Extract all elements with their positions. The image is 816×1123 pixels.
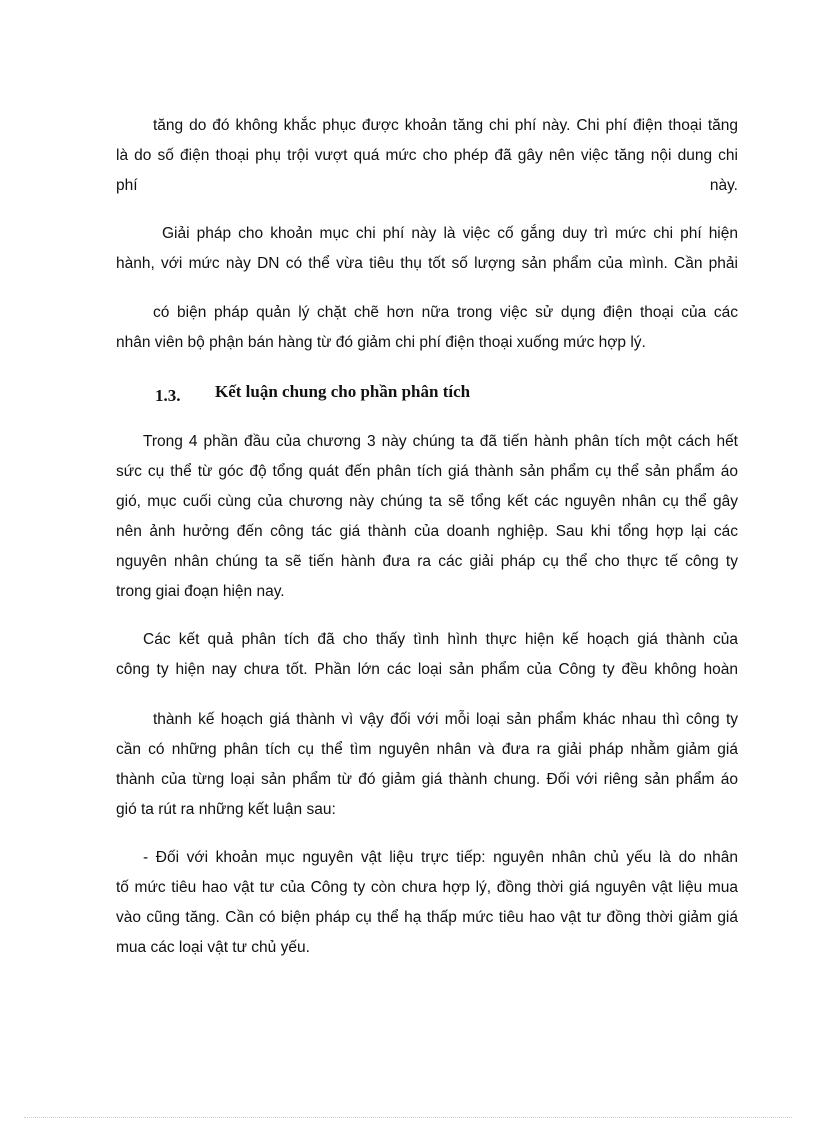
page-bottom-divider [24,1117,792,1118]
section-number: 1.3. [155,386,181,405]
text-line: tăng do đó không khắc phục được khoản tăng chi phí này. Chi phí điện thoại tăng [153,117,738,134]
text-fragment: phí [116,177,138,194]
text-line: nguyên nhân chúng ta sẽ tiến hành đưa ra các giải pháp cụ thể cho thực tế công ty [116,553,738,570]
text-line: sức cụ thể từ góc độ tổng quát đến phân tích giá thành sản phẩm cụ thể sản phẩm áo [116,463,738,480]
text-line: là do số điện thoại phụ trội vượt quá mức cho phép đã gây nên việc tăng nội dung chi [116,147,738,164]
text-line: công ty hiện nay chưa tốt. Phần lớn các loại sản phẩm của Công ty đều không hoàn [116,661,738,678]
text-fragment: này. [709,177,738,194]
text-line: thành kế hoạch giá thành vì vậy đối với mỗi loại sản phẩm khác nhau thì công ty [153,711,738,728]
text-line: gió, mục cuối cùng của chương này chúng ta sẽ tổng kết các nguyên nhân cụ thể gây [116,493,738,510]
text-line: Trong 4 phần đầu của chương 3 này chúng ta đã tiến hành phân tích một cách hết [143,433,738,450]
text-line: nhân viên bộ phận bán hàng từ đó giảm chi phí điện thoại xuống mức hợp lý. [116,334,646,351]
text-line: Giải pháp cho khoản mục chi phí này là việc cố gắng duy trì mức chi phí hiện [162,225,738,242]
text-line: hành, với mức này DN có thể vừa tiêu thụ tốt số lượng sản phẩm của mình. Cần phải [116,255,738,272]
text-line: Các kết quả phân tích đã cho thấy tình hình thực hiện kế hoạch giá thành của [143,631,738,648]
text-line: thành của từng loại sản phẩm từ đó giảm giá thành chung. Đối với riêng sản phẩm áo [116,771,738,788]
text-line: cần có những phân tích cụ thể tìm nguyên nhân và đưa ra giải pháp nhằm giảm giá [116,741,738,758]
text-line: - Đối với khoản mục nguyên vật liệu trực tiếp: nguyên nhân chủ yếu là do nhân [143,849,738,866]
text-line: gió ta rút ra những kết luận sau: [116,801,336,818]
section-title: Kết luận chung cho phần phân tích [215,382,471,401]
text-line: vào cũng tăng. Cần có biện pháp cụ thể hạ thấp mức tiêu hao vật tư đồng thời giảm giá [116,909,738,926]
text-line: có biện pháp quản lý chặt chẽ hơn nữa trong việc sử dụng điện thoại của các [153,304,738,321]
text-line: mua các loại vật tư chủ yếu. [116,939,310,956]
text-line: nên ảnh hưởng đến công tác giá thành của doanh nghiệp. Sau khi tổng hợp lại các [116,523,738,540]
text-line: tố mức tiêu hao vật tư của Công ty còn chưa hợp lý, đồng thời giá nguyên vật liệu mua [116,879,738,896]
text-line: trong giai đoạn hiện nay. [116,583,285,600]
text-line [116,176,738,196]
